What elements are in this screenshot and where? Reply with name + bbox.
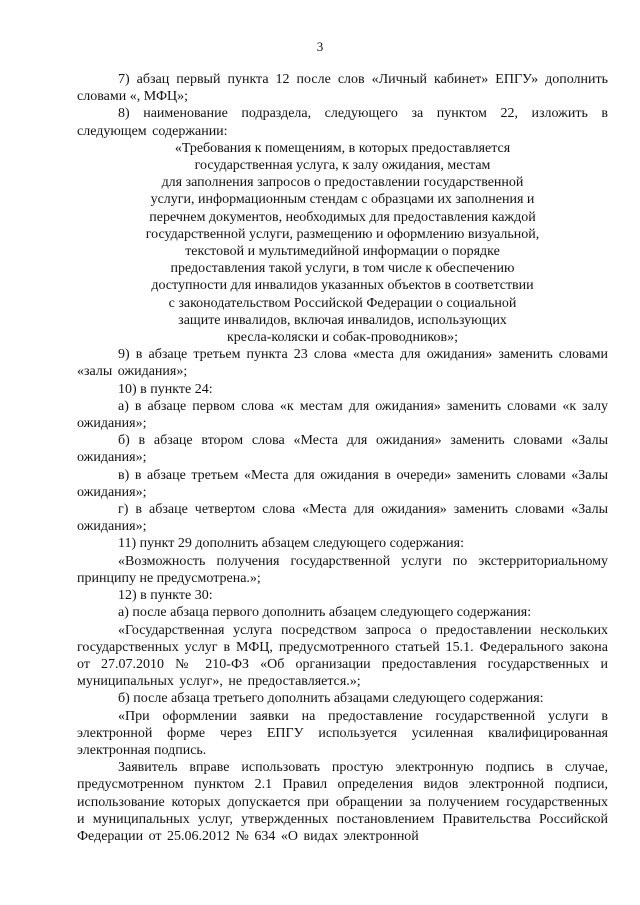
paragraph-10a: а) в абзаце первом слова «к местам для ожидания» заменить словами «к залу ожидания»; — [77, 398, 608, 432]
paragraph-11: 11) пункт 29 дополнить абзацем следующего содержания: — [118, 536, 464, 552]
document-body — [77, 71, 608, 845]
heading-line: кресла-коляски и собак-проводников»; — [226, 330, 459, 346]
heading-line: государственной услуги, размещению и оформлению визуальной, — [145, 226, 540, 242]
heading-line: перечнем документов, необходимых для предоставления каждой — [149, 209, 536, 225]
heading-line: текстовой и мультимедийной информации о порядке — [185, 244, 500, 260]
page-number: 3 — [316, 39, 324, 54]
heading-line: доступности для инвалидов указанных объектов в соответствии — [151, 278, 534, 294]
paragraph-12a: а) после абзаца первого дополнить абзацем следующего содержания: — [118, 605, 532, 621]
heading-line: с законодательством Российской Федерации о социальной — [168, 295, 517, 311]
heading-line: защите инвалидов, включая инвалидов, использующих — [178, 312, 507, 328]
heading-line: для заполнения запросов о предоставлении государственной — [161, 175, 524, 191]
paragraph-8: 8) наименование подраздела, следующего за пунктом 22, изложить в следующем содержании: — [77, 106, 608, 139]
paragraph-12b: б) после абзаца третьего дополнить абзацами следующего содержания: — [118, 691, 544, 707]
paragraph-10: 10) в пункте 24: — [118, 381, 213, 397]
paragraph-7: 7) абзац первый пункта 12 после слов «Личный кабинет» ЕПГУ» дополнить словами «, МФЦ»; — [77, 72, 608, 105]
paragraph-12: 12) в пункте 30: — [118, 588, 213, 604]
paragraph-11-quote: «Возможность получения государственной услуги по экстерриториальному принципу не предусмотрена.»; — [77, 553, 608, 586]
paragraph-last: Заявитель вправе использовать простую электронную подпись в случае, предусмотренном пунктом 2.1 Правил определения видов электронной подписи, использование которых допускается при обращении за получением государственных и муниципальных услуг, утвержденных постановлением Правительства Российской Федерации от 25.06.2012 № 634 «О видах электронной — [77, 760, 608, 844]
subsection-heading — [77, 140, 608, 346]
paragraph-9: 9) в абзаце третьем пункта 23 слова «места для ожидания» заменить словами «залы ожидания»; — [77, 347, 608, 380]
paragraph-12a-quote: «Государственная услуга посредством запроса о предоставлении нескольких государственных услуг в МФЦ, предусмотренного статьей 15.1. Федерального закона от 27.07.2010 № 210-ФЗ «Об организации предоставления государственных и муниципальных услуг», не предоставляется.»; — [77, 622, 608, 690]
heading-line: государственная услуга, к залу ожидания, местам — [194, 158, 491, 174]
heading-line: «Требования к помещениям, в которых предоставляется — [174, 140, 511, 156]
paragraph-10b: б) в абзаце втором слова «Места для ожидания» заменить словами «Залы ожидания»; — [77, 433, 608, 466]
paragraph-10g: г) в абзаце четвертом слова «Места для ожидания» заменить словами «Залы ожидания»; — [77, 502, 608, 535]
paragraph-10v: в) в абзаце третьем «Места для ожидания в очереди» заменить словами «Залы ожидания»; — [77, 467, 608, 500]
heading-line: услуги, информационным стендам с образцами их заполнения и — [150, 192, 535, 208]
paragraph-12b-quote: «При оформлении заявки на предоставление государственной услуги в электронной форме через ЕПГУ используется усиленная квалифицированная электронная подпись. — [77, 708, 608, 758]
heading-line: предоставления такой услуги, в том числе к обеспечению — [170, 261, 515, 277]
